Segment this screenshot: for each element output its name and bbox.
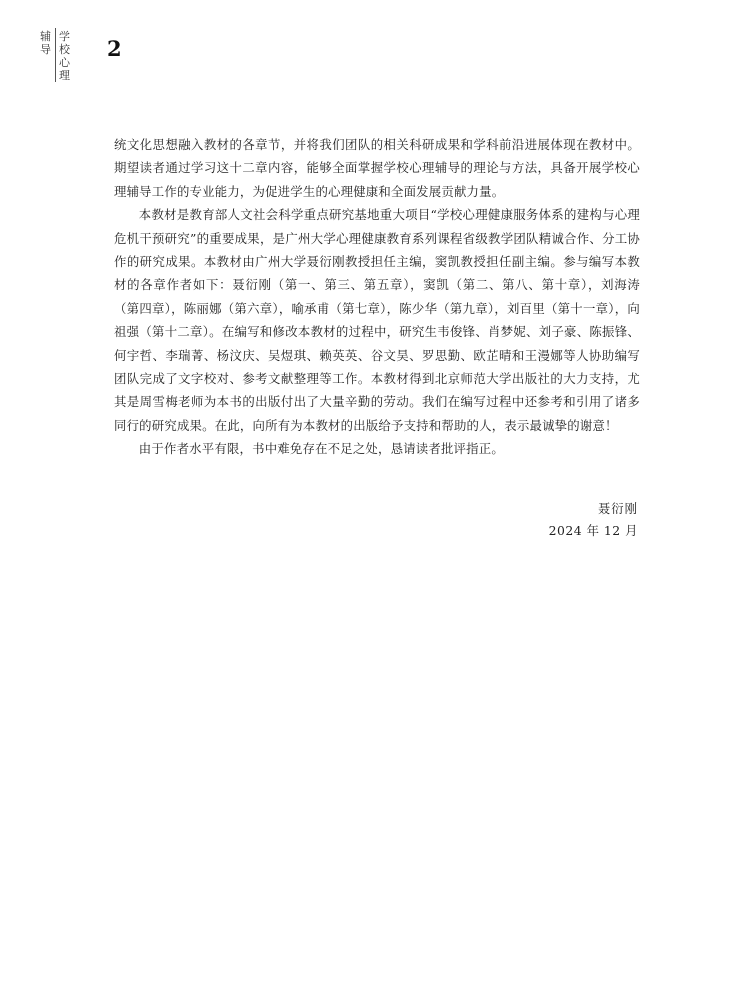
page-header — [0, 0, 750, 90]
signature-date: 2024 年 12 月 — [548, 523, 638, 538]
author-signature: 聂衍刚 — [597, 501, 638, 516]
running-head-left: 辅 导 — [40, 30, 51, 56]
paragraph-continued: 统文化思想融入教材的各章节，并将我们团队的相关科研成果和学科前沿进展体现在教材中。期望读者通过学习这十二章内容，能够全面掌握学校心理辅导的理论与方法，具备开展学校心理辅导工作的专业能力，为促进学生的心理健康和全面发展贡献力量。 — [114, 137, 640, 199]
paragraph-acknowledgements: 本教材是教育部人文社会科学重点研究基地重大项目“学校心理健康服务体系的建构与心理危机干预研究”的重要成果，是广州大学心理健康教育系列课程省级教学团队精诚合作、分工协作的研究成果。本教材由广州大学聂衍刚教授担任主编，窦凯教授担任副主编。参与编写本教材的各章作者如下：聂衍刚（第一、第三、第五章），窦凯（第二、第八、第十章），刘海涛（第四章），陈丽娜（第六章），喻承甫（第七章），陈少华（第九章），刘百里（第十一章），向祖强（第十二章）。在编写和修改本教材的过程中，研究生韦俊锋、肖梦妮、刘子豪、陈振锋、何宇哲、李瑞菁、杨汶庆、吴煜琪、赖英英、谷文昊、罗思勤、欧芷晴和王漫娜等人协助编写团队完成了文字校对、参考文献整理等工作。本教材得到北京师范大学出版社的大力支持，尤其是周雪梅老师为本书的出版付出了大量辛勤的劳动。我们在编写过程中还参考和引用了诸多同行的研究成果。在此，向所有为本教材的出版给予支持和帮助的人，表示最诚挚的谢意！ — [114, 207, 640, 433]
running-head-divider — [55, 28, 56, 82]
running-head-right: 学 校 心 理 — [59, 30, 70, 82]
paragraph-closing: 由于作者水平有限，书中难免存在不足之处，恳请读者批评指正。 — [138, 441, 504, 457]
page-number: 2 — [107, 36, 122, 61]
body-text — [114, 133, 640, 461]
